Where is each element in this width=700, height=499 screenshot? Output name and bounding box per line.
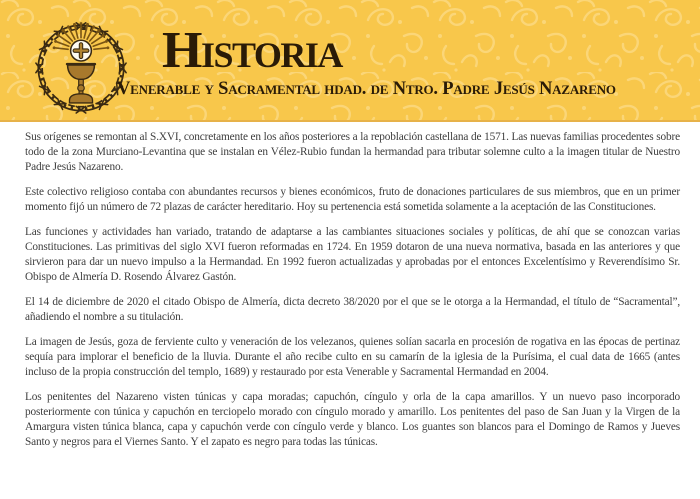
- paragraph-penitents: Los penitentes del Nazareno visten túnicas y capa moradas; capuchón, cíngulo y orla de la capa amarillos. Y un nuevo paso incorporado posteriormente con túnica y capuchón en terciopelo morado con cíngulo morado y amarillo. Los penitentes del paso de San Juan y la Virgen de la Amargura visten túnica blanca, capa y capuchón verde con cíngulo verde y blanco. Los guantes son blancos para el Domingo de Ramos y Jueves Santo y negros para el Viernes Santo. Y el zapato es negro para todas las túnicas.: [25, 391, 680, 448]
- paragraph-origins: Sus orígenes se remontan al S.XVI, concretamente en los años posteriores a la repoblación castellana de 1571. Las nuevas familias procedentes sobre todo de la zona Murciano-Levantina que se instalan en Vélez-Rubio fundan la hermandad para tributar solemne culto a la imagen titular de Nuestro Padre Jesús Nazareno.: [25, 131, 680, 173]
- history-text: [0, 122, 700, 499]
- page-subtitle: Venerable y Sacramental hdad. de Ntro. Padre Jesús Nazareno: [117, 79, 616, 99]
- paragraph-decree-2020: El 14 de diciembre de 2020 el citado Obispo de Almería, dicta decreto 38/2020 por el que se le otorga a la Hermandad, el título de “Sacramental”, añadiendo el nombre a su titulación.: [25, 296, 680, 323]
- header-banner: [0, 0, 700, 122]
- paragraph-constitutions: Las funciones y actividades han variado, tratando de adaptarse a las cambiantes situaciones sociales y políticas, de ahí que se conozcan varias Constituciones. Las primitivas del siglo XVI fueron reformadas en 1724. En 1959 dotaron de una nueva normativa, basada en las anteriores y que sirvieron para dar un nuevo impulso a la Hermandad. En 1992 fueron actualizadas y aprobadas por el entonces Excelentísimo y Reverendísimo Sr. Obispo de Almería D. Rosendo Álvarez Gastón.: [25, 226, 680, 283]
- chalice-crown-of-thorns-icon: [33, 15, 129, 117]
- page-title: Historia: [162, 22, 342, 79]
- paragraph-image-of-jesus: La imagen de Jesús, goza de ferviente culto y veneración de los velezanos, quienes solían sacarla en procesión de rogativa en las épocas de pertinaz sequía para implorar el beneficio de la lluvia. Durante el año recibe culto en su camarín de la iglesia de la Purísima, el cual data de 1665 (antes incluso de la propia construcción del templo, 1689) y restaurado por esta Venerable y Sacramental Hermandad en 2004.: [25, 336, 680, 378]
- paragraph-resources: Este colectivo religioso contaba con abundantes recursos y bienes económicos, fruto de donaciones particulares de sus miembros, que en un primer momento fijó un número de 72 plazas de carácter hereditario. Hoy su pertenencia está sometida solamente a la aceptación de las Constituciones.: [25, 186, 680, 213]
